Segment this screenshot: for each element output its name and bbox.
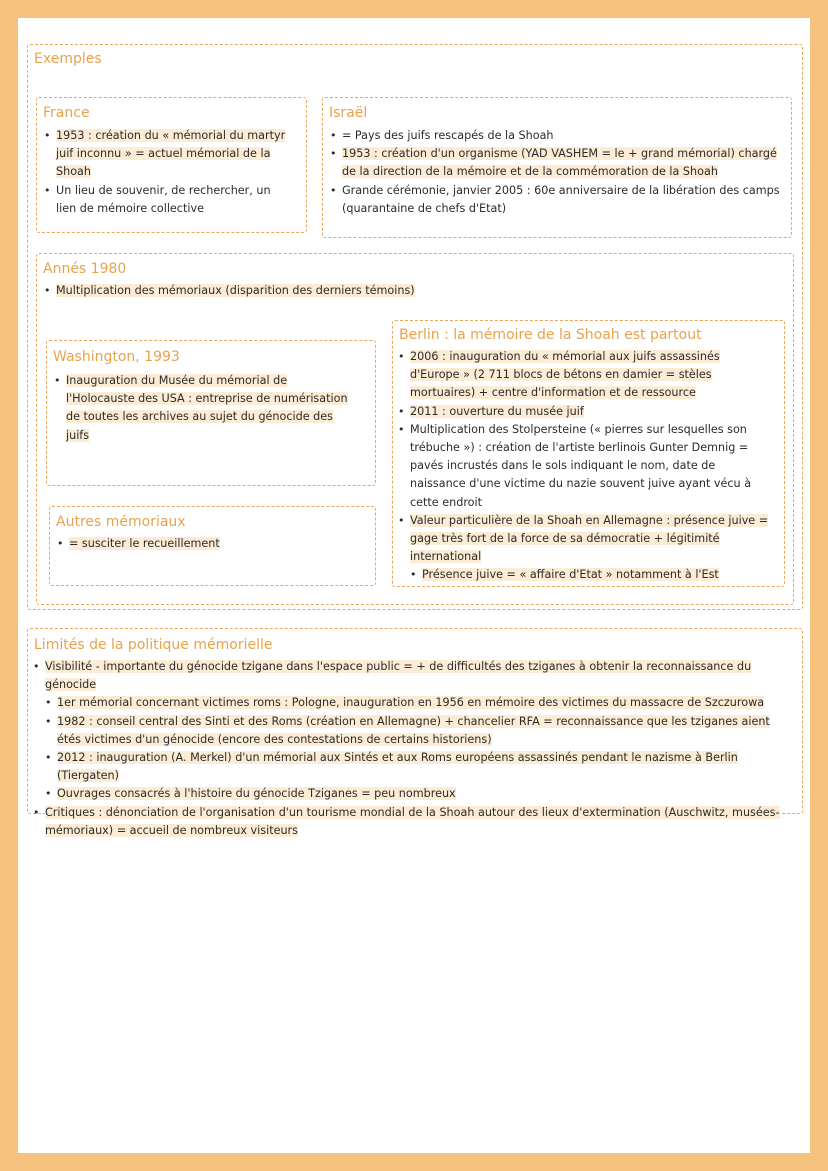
autres-memoriaux-title: Autres mémoriaux [56, 514, 186, 530]
list-item: • = susciter le recueillement [56, 535, 356, 553]
list-item: • Ouvrages consacrés à l'histoire du génocide Tziganes = peu nombreux [32, 785, 794, 803]
berlin-title: Berlin : la mémoire de la Shoah est partout [399, 327, 702, 343]
autres-memoriaux-list [56, 535, 356, 553]
annees-1980-title: Annés 1980 [43, 261, 127, 277]
list-item: • 1982 : conseil central des Sinti et des Roms (création en Allemagne) + chancelier RFA = reconnaissance que les tziganes aient étés victimes d'un génocide (encore des contestations de certains historiens) [32, 713, 794, 749]
list-item: • Valeur particulière de la Shoah en Allemagne : présence juive = gage très fort de la force de sa démocratie + légitimité international [397, 512, 769, 567]
exemples-box [27, 44, 803, 610]
france-box [36, 97, 307, 233]
france-list [43, 127, 291, 218]
autres-memoriaux-box [49, 506, 376, 586]
list-item: • Présence juive = « affaire d'Etat » notamment à l'Est [397, 566, 769, 584]
limites-list [32, 658, 794, 840]
list-item: • Un lieu de souvenir, de rechercher, un lien de mémoire collective [43, 182, 291, 218]
france-title: France [43, 105, 90, 121]
list-item: • 1er mémorial concernant victimes roms : Pologne, inauguration en 1956 en mémoire des victimes du massacre de Szczurowa [32, 694, 794, 712]
limites-title: Limités de la politique mémorielle [34, 637, 273, 653]
list-item: • Visibilité - importante du génocide tzigane dans l'espace public = + de difficultés des tziganes à obtenir la reconnaissance du génocide [32, 658, 794, 694]
washington-list [53, 372, 353, 445]
berlin-list [397, 348, 769, 585]
list-item: • 2012 : inauguration (A. Merkel) d'un mémorial aux Sintés et aux Roms européens assassinés pendant le nazisme à Berlin (Tiergaten) [32, 749, 794, 785]
annees-1980-box [36, 253, 794, 605]
washington-box [46, 340, 376, 486]
list-item: • Multiplication des Stolpersteine (« pierres sur lesquelles son trébuche ») : création de l'artiste berlinois Gunter Demnig = pavés incrustés dans le sols indiquant le nom, date de naissance d'une victime du nazie souvent juive ayant vécu à cette endroit [397, 421, 769, 512]
exemples-title: Exemples [34, 51, 102, 67]
annees-1980-list [43, 282, 743, 300]
washington-title: Washington, 1993 [53, 349, 180, 365]
page [18, 18, 810, 1153]
list-item: • Grande cérémonie, janvier 2005 : 60e anniversaire de la libération des camps (quarantaine de chefs d'Etat) [329, 182, 787, 218]
israel-list [329, 127, 787, 218]
list-item: • Multiplication des mémoriaux (disparition des derniers témoins) [43, 282, 743, 300]
list-item: • 2011 : ouverture du musée juif [397, 403, 769, 421]
list-item: • Critiques : dénonciation de l'organisation d'un tourisme mondial de la Shoah autour des lieux d'extermination (Auschwitz, musées-mémoriaux) = accueil de nombreux visiteurs [32, 804, 794, 840]
israel-title: Israël [329, 105, 368, 121]
list-item: • 2006 : inauguration du « mémorial aux juifs assassinés d'Europe » (2 711 blocs de bétons en damier = stèles mortuaires) + centre d'information et de ressource [397, 348, 769, 403]
list-item: • 1953 : création d'un organisme (YAD VASHEM = le + grand mémorial) chargé de la direction de la mémoire et de la commémoration de la Shoah [329, 145, 787, 181]
limites-box [27, 628, 803, 837]
israel-box [322, 97, 792, 238]
list-item: • Inauguration du Musée du mémorial de l'Holocauste des USA : entreprise de numérisation de toutes les archives au sujet du génocide des juifs [53, 372, 353, 445]
berlin-box [392, 320, 785, 587]
list-item: • = Pays des juifs rescapés de la Shoah [329, 127, 787, 145]
list-item: • 1953 : création du « mémorial du martyr juif inconnu » = actuel mémorial de la Shoah [43, 127, 291, 182]
